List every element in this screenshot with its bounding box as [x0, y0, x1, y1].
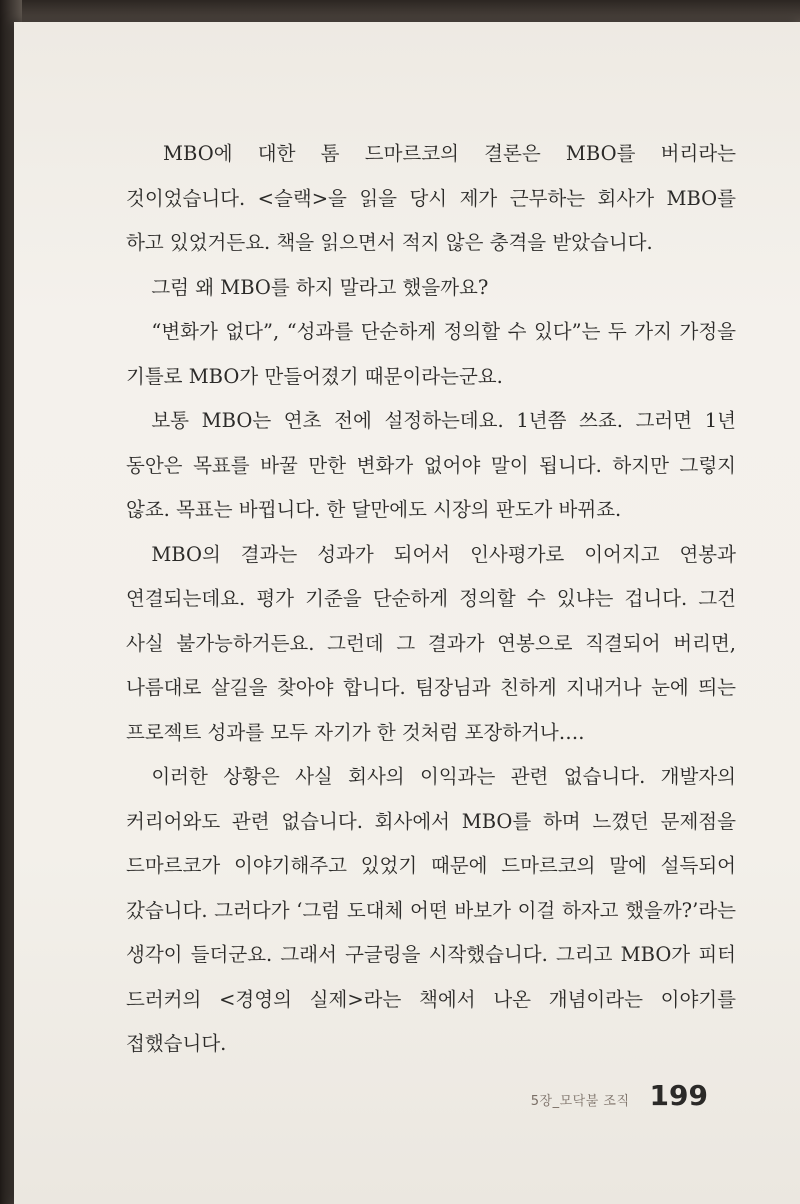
page-footer [531, 1079, 708, 1112]
paragraph-3: “변화가 없다”, “성과를 단순하게 정의할 수 있다”는 두 가지 가정을 기틀로 MBO가 만들어졌기 때문이라는군요. [126, 320, 736, 388]
paragraph-5: MBO의 결과는 성과가 되어서 인사평가로 이어지고 연봉과 연결되는데요. 평가 기준을 단순하게 정의할 수 있냐는 겁니다. 그건 사실 불가능하거든요. 그런데 그 결과가 연봉으로 직결되어 버리면, 나름대로 살길을 찾아야 합니다. 팀장님과 친하게 지내거나 눈에 띄는 프로젝트 성과를 모두 자기가 한 것처럼 포장하거나…. [126, 542, 736, 744]
book-page [14, 22, 800, 1204]
chapter-label: 5장_모닥불 조직 [530, 1094, 630, 1109]
paragraph-6: 이러한 상황은 사실 회사의 이익과는 관련 없습니다. 개발자의 커리어와도 관련 없습니다. 회사에서 MBO를 하며 느꼈던 문제점을 드마르코가 이야기해주고 있었기 때문에 드마르코의 말에 설득되어 갔습니다. 그러다가 ‘그럼 도대체 어떤 바보가 이걸 하자고 했을까?’라는 생각이 들더군요. 그래서 구글링을 시작했습니다. 그리고 MBO가 피터 드러커의 <경영의 실제>라는 책에서 나온 개념이라는 이야기를 접했습니다. [126, 765, 736, 1055]
paragraph-4: 보통 MBO는 연초 전에 설정하는데요. 1년쯤 쓰죠. 그러면 1년 동안은 목표를 바꿀 만한 변화가 없어야 말이 됩니다. 하지만 그렇지 않죠. 목표는 바뀝니다. 한 달만에도 시장의 판도가 바뀌죠. [126, 409, 736, 521]
page-number: 199 [649, 1079, 708, 1112]
paragraph-1: MBO에 대한 톰 드마르코의 결론은 MBO를 버리라는 것이었습니다. <슬랙>을 읽을 당시 제가 근무하는 회사가 MBO를 하고 있었거든요. 책을 읽으면서 적지 않은 충격을 받았습니다. [126, 142, 736, 254]
body-text [126, 132, 736, 1067]
paragraph-2: 그럼 왜 MBO를 하지 말라고 했을까요? [151, 275, 489, 299]
